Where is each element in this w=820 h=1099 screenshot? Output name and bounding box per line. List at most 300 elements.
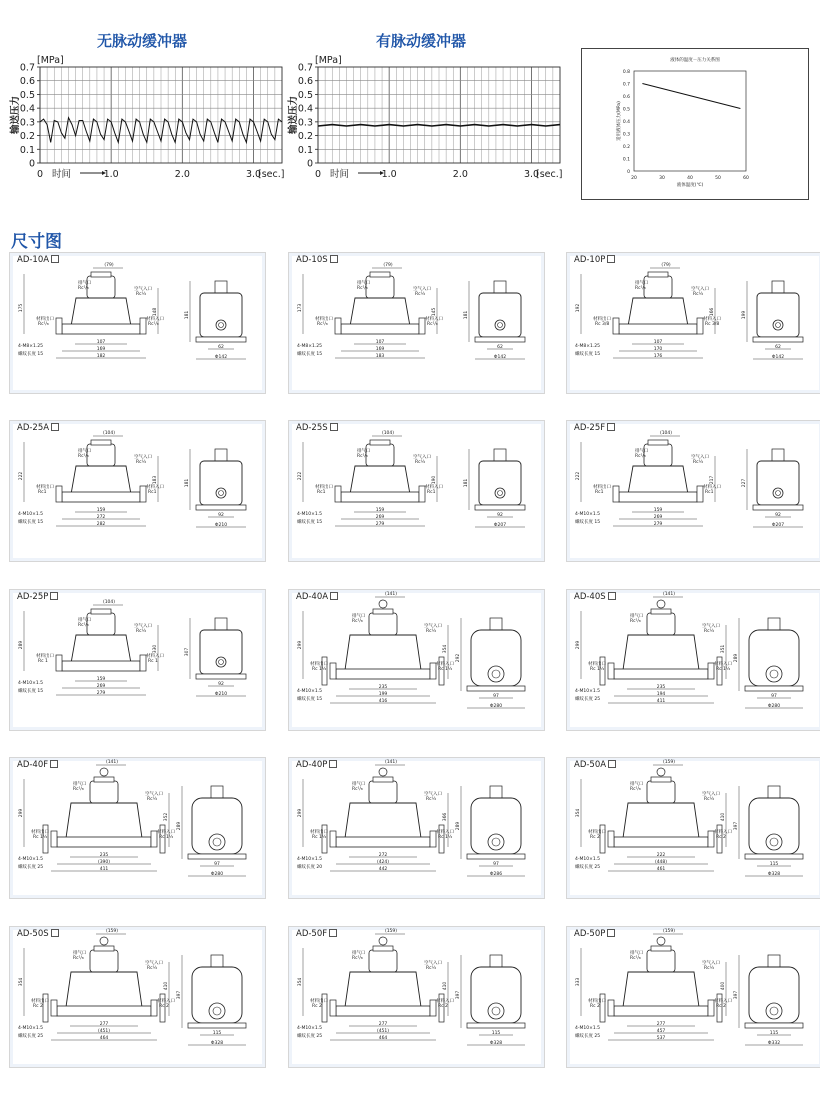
side-base: [753, 337, 803, 342]
side-base: [467, 854, 525, 859]
dim-value: (424): [376, 860, 390, 865]
pump-cap: [648, 440, 668, 445]
dim-value: 148: [153, 307, 158, 317]
side-dim-value: 97: [214, 862, 220, 867]
pump-base: [614, 669, 708, 679]
material-inlet-label: 材料入口: [436, 830, 454, 835]
dimension-drawing: [289, 758, 544, 898]
side-top: [215, 449, 227, 461]
dimension-drawing: [567, 927, 820, 1067]
dim-value: 170: [653, 347, 663, 352]
outlet-pipe-label: Rc 1½: [33, 835, 48, 840]
material-inlet-label: 材料入口: [425, 317, 443, 322]
pump-base: [614, 1006, 708, 1016]
inset-y-tick: 0.1: [622, 157, 630, 163]
outlet-pipe-label: Rc 2: [590, 835, 600, 840]
dim-value: 217: [710, 475, 715, 485]
side-top: [768, 955, 780, 967]
gauge-icon: [379, 937, 387, 945]
side-top: [772, 449, 784, 461]
dimension-panel-ad-40a: [288, 589, 545, 731]
dim-value: (79): [383, 263, 393, 268]
side-top: [211, 786, 223, 798]
dimension-drawing: [289, 253, 544, 393]
outlet-pipe-label: Rc 1: [38, 659, 48, 664]
dimension-panel-ad-50f: [288, 926, 545, 1068]
model-name: AD-25F: [574, 423, 606, 433]
model-name: AD-50A: [574, 760, 607, 770]
port-left: [608, 1000, 614, 1016]
air-inlet-label: 空气入口: [145, 792, 163, 797]
pump-top-housing: [647, 781, 675, 803]
dimension-drawing: [567, 758, 820, 898]
x-tick-label: 3.0: [523, 169, 540, 180]
thread-length-label: 螺纹长度 25: [575, 865, 601, 870]
y-tick-label: 0.2: [297, 131, 313, 143]
material-outlet-label: 材料出口: [588, 999, 606, 1004]
side-dim-value: 227: [742, 478, 747, 488]
exhaust-label: 排气口: [635, 449, 649, 454]
section-title: 尺寸图: [11, 232, 62, 252]
air-pipe-label: Rc¼: [415, 292, 425, 297]
y-axis-label: 输送压力: [10, 95, 21, 135]
dimension-drawing: [567, 253, 820, 393]
pump-cap: [651, 946, 671, 951]
outlet-pipe-label: Rc 2: [590, 1004, 600, 1009]
pump-base: [336, 669, 430, 679]
x-zero: 0: [314, 169, 322, 180]
material-inlet-label: 材料入口: [157, 999, 175, 1004]
side-port-inner: [498, 491, 503, 496]
exhaust-label: 排气口: [78, 281, 92, 286]
pump-base: [341, 324, 419, 334]
inset-y-label: 适用液体压力(MPa): [617, 101, 622, 141]
side-dim-value: Φ142: [493, 355, 507, 360]
pump-top-housing: [87, 444, 115, 466]
thread-length-label: 螺纹长度 20: [297, 865, 323, 870]
side-top: [490, 618, 502, 630]
side-base: [196, 674, 246, 679]
series-line: [318, 125, 560, 126]
side-dim-value: Φ210: [214, 523, 228, 528]
side-top: [772, 281, 784, 293]
port-left: [608, 831, 614, 847]
side-dim-value: Φ280: [210, 872, 224, 877]
model-name: AD-40P: [296, 760, 328, 770]
material-inlet-label: 材料入口: [436, 662, 454, 667]
exhaust-pipe-label: Rc¹/₈: [73, 787, 84, 792]
dimension-panel-ad-10p: [566, 252, 820, 394]
dim-value: 175: [19, 303, 24, 313]
inset-x-tick: 20: [631, 176, 637, 181]
dim-value: 173: [298, 303, 303, 313]
side-top: [494, 449, 506, 461]
model-name: AD-50S: [17, 929, 49, 939]
model-name: AD-50P: [574, 929, 606, 939]
inlet-pipe-label: Rc 1½: [159, 835, 174, 840]
air-pipe-label: Rc¼: [693, 292, 703, 297]
dimension-panel-ad-50s: [9, 926, 266, 1068]
air-inlet-label: 空气入口: [702, 624, 720, 629]
port-left: [330, 831, 336, 847]
dim-value: 330: [153, 644, 158, 654]
pump-top-housing: [369, 781, 397, 803]
dim-value: 279: [653, 522, 663, 527]
side-top: [768, 786, 780, 798]
dim-value: 277: [378, 1022, 388, 1027]
dimension-drawing: [10, 590, 265, 730]
side-port-inner: [213, 1007, 221, 1015]
pump-cap: [373, 946, 393, 951]
outlet-pipe-label: Rc 1½: [312, 667, 327, 672]
fixing-bolt-label: 4-M8×1.25: [297, 344, 323, 349]
dim-value: 279: [375, 522, 385, 527]
pump-cap: [651, 777, 671, 782]
side-port-inner: [770, 838, 778, 846]
y-unit: [MPa]: [37, 55, 64, 66]
inset-series-line: [642, 84, 740, 109]
x-tick-label: 2.0: [452, 169, 468, 180]
pump-top-housing: [366, 444, 394, 466]
dim-value: 282: [96, 522, 106, 527]
pump-base: [336, 1006, 430, 1016]
dim-value: 333: [576, 977, 581, 987]
fixing-bolt-label: 4-M10×1.5: [575, 512, 601, 517]
y-tick-label: 0.3: [297, 117, 313, 129]
air-pipe-label: Rc¼: [426, 629, 436, 634]
side-port-inner: [213, 838, 221, 846]
inset-y-tick: 0.3: [622, 132, 630, 138]
dim-value: 169: [375, 347, 385, 352]
air-pipe-label: Rc¼: [704, 629, 714, 634]
x-unit: [sec.]: [258, 169, 285, 180]
dim-value: 537: [656, 1036, 666, 1041]
dim-value: 194: [656, 692, 666, 697]
dim-value: 351: [721, 644, 726, 654]
dimension-drawing: [10, 927, 265, 1067]
dim-value: (141): [662, 592, 676, 597]
side-dim-value: Φ286: [489, 872, 503, 877]
air-inlet-label: 空气入口: [691, 455, 709, 460]
inset-x-label: 液体温度(℃): [676, 183, 704, 188]
exhaust-pipe-label: Rc¹/₈: [78, 286, 89, 291]
pump-base: [614, 837, 708, 847]
port-left: [335, 318, 341, 334]
fixing-bolt-label: 4-M10×1.5: [297, 1026, 323, 1031]
y-unit: [MPa]: [315, 55, 342, 66]
dim-value: 289: [19, 640, 24, 650]
dimension-drawing: [10, 253, 265, 393]
pump-top-housing: [87, 613, 115, 635]
outlet-pipe-label: Rc 1½: [590, 667, 605, 672]
thread-length-label: 螺纹长度 15: [18, 352, 44, 357]
dimension-panel-ad-25s: [288, 420, 545, 562]
side-dim-value: 181: [464, 310, 469, 320]
dimension-panel-ad-10a: [9, 252, 266, 394]
outlet-pipe-label: Rc1: [317, 490, 326, 495]
dim-value: 222: [576, 471, 581, 481]
y-tick-label: 0.6: [297, 76, 313, 88]
pump-cap: [91, 609, 111, 614]
y-tick-label: 0.7: [19, 62, 35, 74]
y-tick-label: 0.1: [19, 144, 35, 156]
dim-value: 410: [164, 981, 169, 991]
inlet-pipe-label: Rc 1½: [438, 835, 453, 840]
thread-length-label: 螺纹长度 25: [18, 1034, 44, 1039]
x-tick-label: 3.0: [245, 169, 262, 180]
side-dim-value: 199: [742, 310, 747, 320]
dimension-panel-ad-40s: [566, 589, 820, 731]
side-dim-value: 289: [456, 821, 461, 831]
dim-value: 464: [378, 1036, 388, 1041]
y-tick-label: 0.5: [297, 89, 313, 101]
side-dim-value: 115: [769, 862, 779, 867]
material-inlet-label: 材料入口: [146, 654, 164, 659]
temp-pressure-chart-box: [581, 48, 809, 200]
dimension-drawing: [10, 758, 265, 898]
side-dim-value: 292: [456, 653, 461, 663]
side-dim-value: 397: [456, 990, 461, 1000]
dimension-drawing: [10, 421, 265, 561]
dim-value: 299: [19, 808, 24, 818]
thread-length-label: 螺纹长度 15: [297, 352, 323, 357]
y-tick-label: 0.3: [19, 117, 35, 129]
inlet-pipe-label: Rc 2: [159, 1004, 169, 1009]
fixing-bolt-label: 4-M10×1.5: [18, 857, 44, 862]
side-dim-value: Φ142: [771, 355, 785, 360]
dim-value: (141): [384, 592, 398, 597]
y-tick-label: 0: [306, 158, 313, 170]
side-top: [215, 281, 227, 293]
air-pipe-label: Rc¼: [704, 966, 714, 971]
pulse-chart-with-damper: [278, 50, 578, 190]
model-name: AD-10P: [574, 255, 606, 265]
dim-value: 366: [443, 812, 448, 822]
inlet-pipe-label: Rc¹/₈: [148, 322, 159, 327]
y-tick-label: 0.2: [19, 131, 35, 143]
side-base: [196, 337, 246, 342]
side-dim-value: Φ207: [493, 523, 507, 528]
y-axis-label: 输送压力: [288, 95, 299, 135]
pump-base: [57, 837, 151, 847]
thread-length-label: 螺纹长度 15: [18, 520, 44, 525]
side-port-inner: [492, 670, 500, 678]
fixing-bolt-label: 4-M10×1.5: [297, 512, 323, 517]
dim-value: 199: [378, 692, 388, 697]
chart-title-no-damper: 无脉动缓冲器: [97, 32, 188, 50]
side-body: [200, 630, 242, 674]
side-base: [467, 1023, 525, 1028]
thread-length-label: 螺纹长度 15: [575, 520, 601, 525]
side-dim-value: Φ328: [767, 872, 781, 877]
dimension-panel-ad-25a: [9, 420, 266, 562]
side-dim-value: 97: [771, 694, 777, 699]
dim-value: (79): [661, 263, 671, 268]
thread-length-label: 螺纹长度 25: [575, 1034, 601, 1039]
air-inlet-label: 空气入口: [424, 792, 442, 797]
dim-value: 176: [653, 354, 663, 359]
pump-top-housing: [90, 950, 118, 972]
pump-base: [336, 837, 430, 847]
side-port-inner: [219, 491, 224, 496]
y-tick-label: 0.4: [297, 103, 313, 115]
y-tick-label: 0.5: [19, 89, 35, 101]
air-pipe-label: Rc¼: [426, 797, 436, 802]
outlet-pipe-label: Rc 3/8: [595, 322, 610, 327]
side-dim-value: 181: [185, 478, 190, 488]
material-outlet-label: 材料出口: [36, 485, 54, 490]
air-pipe-label: Rc¼: [136, 292, 146, 297]
pump-top-housing: [647, 950, 675, 972]
material-inlet-label: 材料入口: [714, 999, 732, 1004]
dim-value: 235: [656, 685, 666, 690]
dim-value: (104): [102, 600, 116, 605]
exhaust-label: 排气口: [78, 618, 92, 623]
fixing-bolt-label: 4-M8×1.25: [575, 344, 601, 349]
inset-y-tick: 0.5: [622, 107, 630, 113]
pump-top-housing: [644, 444, 672, 466]
side-dim-value: 115: [491, 1031, 501, 1036]
dimension-panel-ad-25f: [566, 420, 820, 562]
pump-cap: [370, 440, 390, 445]
dim-value: (390): [97, 860, 111, 865]
gauge-icon: [379, 600, 387, 608]
inlet-pipe-label: Rc1: [705, 490, 714, 495]
dimension-drawing: [567, 590, 820, 730]
pump-base: [341, 492, 419, 502]
inlet-pipe-label: Rc 2: [716, 1004, 726, 1009]
outlet-pipe-label: Rc1: [595, 490, 604, 495]
exhaust-label: 排气口: [352, 614, 366, 619]
thread-length-label: 螺纹长度 15: [18, 689, 44, 694]
dimension-drawing: [289, 421, 544, 561]
dim-value: (104): [381, 431, 395, 436]
side-base: [745, 854, 803, 859]
inset-y-tick: 0.4: [622, 120, 630, 125]
pump-base: [62, 324, 140, 334]
side-top: [490, 786, 502, 798]
dim-value: 222: [19, 471, 24, 481]
side-dim-value: 92: [218, 682, 224, 687]
outlet-pipe-label: Rc¹/₈: [317, 322, 328, 327]
inlet-pipe-label: Rc 2: [438, 1004, 448, 1009]
dim-value: 299: [298, 808, 303, 818]
model-name: AD-40S: [574, 592, 606, 602]
air-pipe-label: Rc¼: [147, 797, 157, 802]
exhaust-label: 排气口: [78, 449, 92, 454]
air-inlet-label: 空气入口: [413, 287, 431, 292]
dim-value: 166: [710, 307, 715, 317]
outlet-pipe-label: Rc 1½: [312, 835, 327, 840]
dim-value: 269: [375, 515, 385, 520]
side-base: [475, 337, 525, 342]
material-outlet-label: 材料出口: [593, 317, 611, 322]
material-outlet-label: 材料出口: [36, 317, 54, 322]
side-base: [188, 854, 246, 859]
material-outlet-label: 材料出口: [588, 662, 606, 667]
side-dim-value: Φ328: [489, 1041, 503, 1046]
gauge-icon: [100, 937, 108, 945]
inset-x-tick: 30: [659, 176, 665, 181]
model-name: AD-25P: [17, 592, 49, 602]
exhaust-label: 排气口: [73, 951, 87, 956]
exhaust-pipe-label: Rc¹/₈: [352, 956, 363, 961]
thread-length-label: 螺纹长度 15: [297, 520, 323, 525]
side-dim-value: 97: [493, 694, 499, 699]
port-left: [51, 831, 57, 847]
inlet-pipe-label: Rc 1½: [716, 667, 731, 672]
fixing-bolt-label: 4-M10×1.5: [297, 857, 323, 862]
exhaust-pipe-label: Rc¹/₈: [357, 454, 368, 459]
dim-value: 169: [96, 347, 106, 352]
pump-top-housing: [366, 276, 394, 298]
dimension-drawing: [289, 590, 544, 730]
dim-value: 269: [96, 684, 106, 689]
dimension-drawing: [567, 421, 820, 561]
model-name: AD-25A: [17, 423, 50, 433]
dim-value: 159: [375, 508, 385, 513]
inset-y-tick: 0.2: [622, 145, 630, 150]
air-inlet-label: 空气入口: [691, 287, 709, 292]
dim-value: (159): [662, 929, 676, 934]
pump-top-housing: [90, 781, 118, 803]
side-base: [188, 1023, 246, 1028]
material-inlet-label: 材料入口: [436, 999, 454, 1004]
inset-title: 液体的温度－压力关系图: [670, 58, 720, 63]
side-port-inner: [776, 323, 781, 328]
dim-value: 461: [656, 867, 666, 872]
pump-cap: [91, 440, 111, 445]
dim-value: 416: [378, 699, 388, 704]
pump-top-housing: [87, 276, 115, 298]
dim-value: 183: [153, 475, 158, 485]
inlet-pipe-label: Rc1: [427, 490, 436, 495]
pump-cap: [91, 272, 111, 277]
exhaust-label: 排气口: [630, 614, 644, 619]
side-port-inner: [219, 323, 224, 328]
side-dim-value: 181: [464, 478, 469, 488]
side-dim-value: Φ207: [771, 523, 785, 528]
air-inlet-label: 空气入口: [413, 455, 431, 460]
y-tick-label: 0.1: [297, 144, 313, 156]
side-dim-value: 397: [177, 990, 182, 1000]
dim-value: 107: [96, 340, 106, 345]
fixing-bolt-label: 4-M10×1.5: [18, 681, 44, 686]
material-outlet-label: 材料出口: [315, 317, 333, 322]
thread-length-label: 螺纹长度 15: [297, 697, 323, 702]
pump-cap: [373, 777, 393, 782]
dimension-panel-ad-10s: [288, 252, 545, 394]
exhaust-pipe-label: Rc¹/₈: [357, 286, 368, 291]
dim-value: 107: [375, 340, 385, 345]
exhaust-label: 排气口: [352, 951, 366, 956]
model-name: AD-10S: [296, 255, 328, 265]
dimension-panel-ad-25p: [9, 589, 266, 731]
air-inlet-label: 空气入口: [424, 961, 442, 966]
material-inlet-label: 材料入口: [425, 485, 443, 490]
dim-value: 183: [375, 354, 385, 359]
dimension-panel-ad-40f: [9, 757, 266, 899]
dim-value: 400: [721, 981, 726, 991]
pump-cap: [648, 272, 668, 277]
dim-value: 269: [653, 515, 663, 520]
side-base: [745, 686, 803, 691]
air-inlet-label: 空气入口: [145, 961, 163, 966]
dimension-panel-ad-50a: [566, 757, 820, 899]
exhaust-pipe-label: Rc¹/₈: [352, 619, 363, 624]
side-top: [490, 955, 502, 967]
pump-base: [619, 492, 697, 502]
